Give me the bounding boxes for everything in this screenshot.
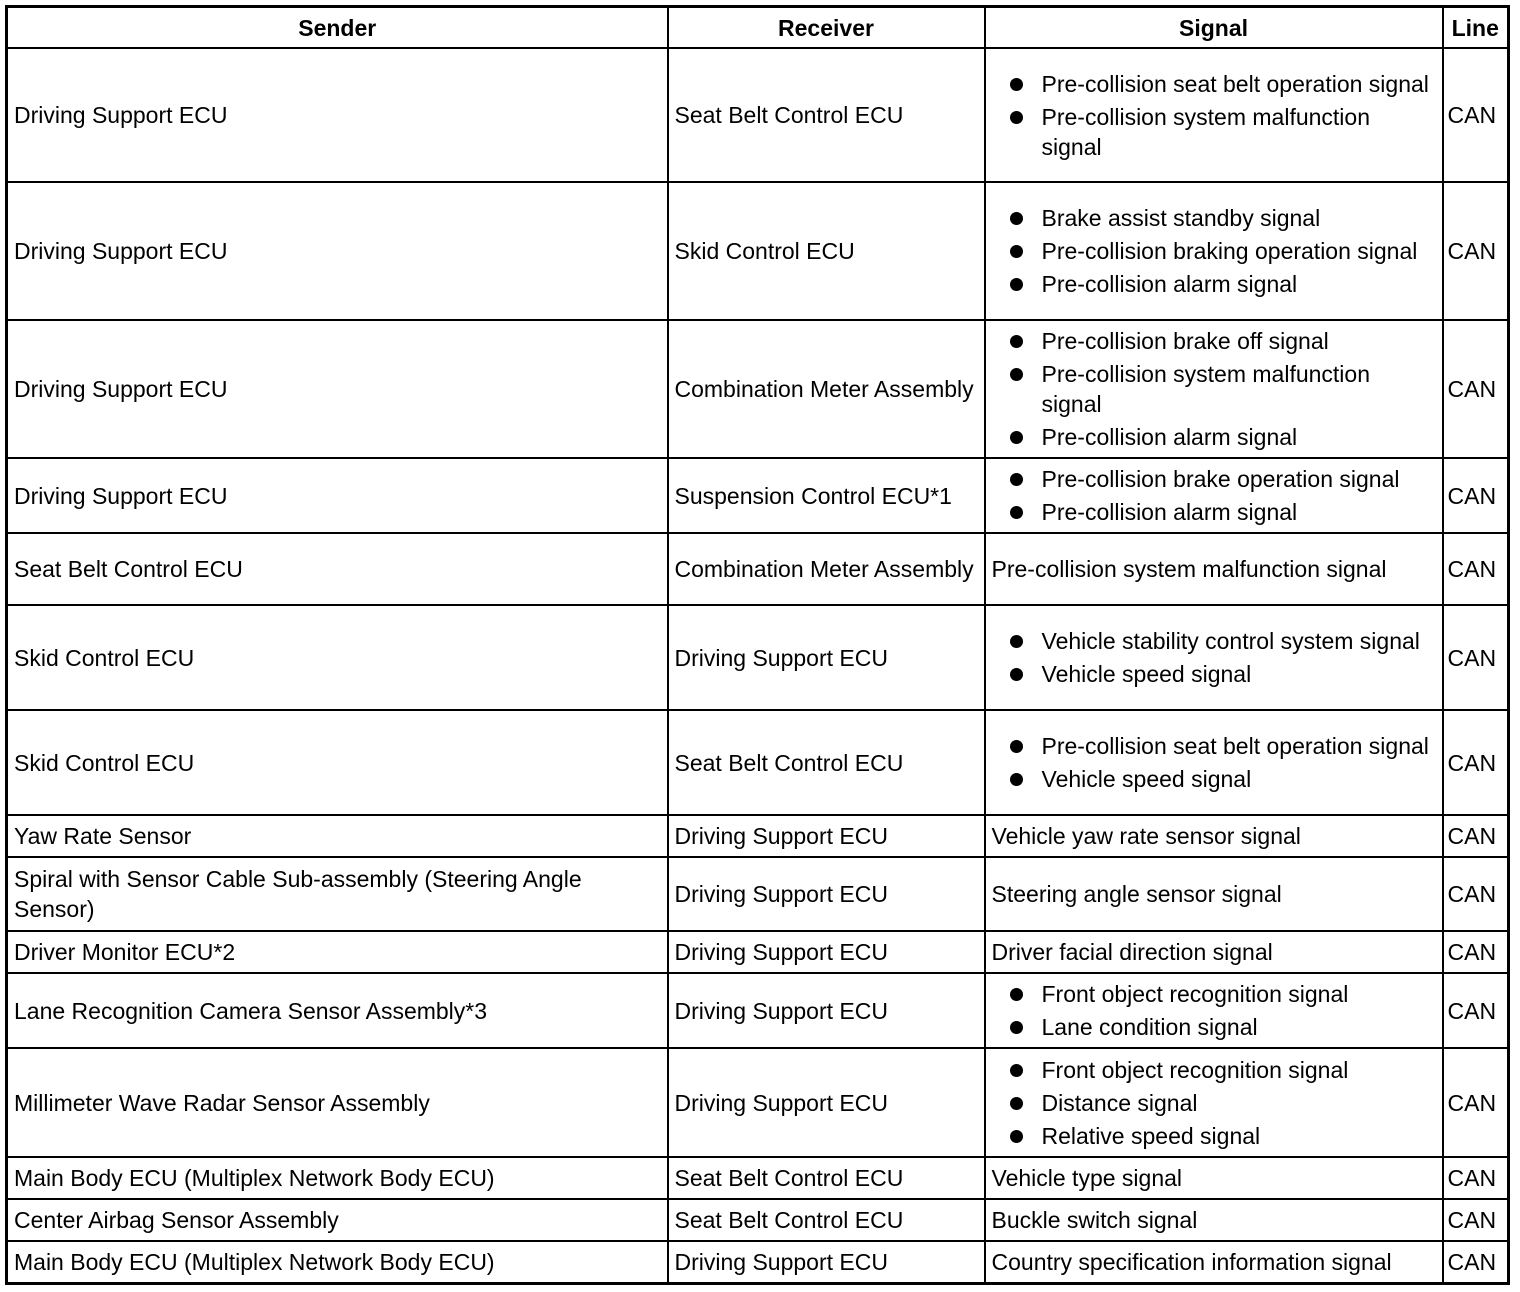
line-cell: CAN [1443, 1241, 1509, 1283]
receiver-cell: Skid Control ECU [668, 182, 985, 320]
line-cell: CAN [1443, 857, 1509, 931]
signal-list-item: Pre-collision brake operation signal [992, 464, 1436, 494]
receiver-cell: Suspension Control ECU*1 [668, 458, 985, 533]
signal-cell [985, 320, 1443, 458]
signal-list-item: Distance signal [992, 1088, 1436, 1118]
signal-cell: Vehicle yaw rate sensor signal [985, 815, 1443, 857]
sender-cell: Spiral with Sensor Cable Sub-assembly (Steering Angle Sensor) [7, 857, 668, 931]
line-cell: CAN [1443, 1157, 1509, 1199]
signal-cell: Steering angle sensor signal [985, 857, 1443, 931]
signal-list-item: Pre-collision system malfunction signal [992, 102, 1436, 162]
table-row [7, 605, 1509, 710]
signal-list [992, 464, 1436, 527]
table-row [7, 1048, 1509, 1157]
line-cell: CAN [1443, 533, 1509, 605]
sender-cell: Driving Support ECU [7, 182, 668, 320]
table-row [7, 1157, 1509, 1199]
line-cell: CAN [1443, 605, 1509, 710]
signal-cell: Country specification information signal [985, 1241, 1443, 1283]
header-signal: Signal [985, 7, 1443, 49]
signal-list [992, 326, 1436, 452]
line-cell: CAN [1443, 1199, 1509, 1241]
signal-list [992, 731, 1436, 794]
signal-cell: Buckle switch signal [985, 1199, 1443, 1241]
signal-cell [985, 182, 1443, 320]
sender-cell: Driving Support ECU [7, 458, 668, 533]
signal-cell [985, 48, 1443, 182]
receiver-cell: Driving Support ECU [668, 857, 985, 931]
line-cell: CAN [1443, 815, 1509, 857]
receiver-cell: Seat Belt Control ECU [668, 710, 985, 815]
signal-cell [985, 973, 1443, 1048]
signal-list-item: Pre-collision alarm signal [992, 269, 1436, 299]
signal-cell [985, 1048, 1443, 1157]
signal-list [992, 69, 1436, 162]
signal-cell: Pre-collision system malfunction signal [985, 533, 1443, 605]
table-row [7, 973, 1509, 1048]
header-line: Line [1443, 7, 1509, 49]
signal-cell: Driver facial direction signal [985, 931, 1443, 973]
receiver-cell: Driving Support ECU [668, 973, 985, 1048]
signal-list-item: Pre-collision braking operation signal [992, 236, 1436, 266]
line-cell: CAN [1443, 48, 1509, 182]
line-cell: CAN [1443, 182, 1509, 320]
receiver-cell: Seat Belt Control ECU [668, 1157, 985, 1199]
table-row [7, 458, 1509, 533]
table-row [7, 320, 1509, 458]
signal-list-item: Pre-collision seat belt operation signal [992, 731, 1436, 761]
signal-list-item: Pre-collision brake off signal [992, 326, 1436, 356]
sender-cell: Seat Belt Control ECU [7, 533, 668, 605]
signal-list-item: Vehicle speed signal [992, 764, 1436, 794]
table-row [7, 1199, 1509, 1241]
sender-cell: Center Airbag Sensor Assembly [7, 1199, 668, 1241]
sender-cell: Lane Recognition Camera Sensor Assembly*3 [7, 973, 668, 1048]
line-cell: CAN [1443, 931, 1509, 973]
signal-list-item: Pre-collision alarm signal [992, 422, 1436, 452]
header-row [7, 7, 1509, 49]
line-cell: CAN [1443, 1048, 1509, 1157]
sender-cell: Driving Support ECU [7, 320, 668, 458]
sender-cell: Main Body ECU (Multiplex Network Body ECU) [7, 1157, 668, 1199]
line-cell: CAN [1443, 320, 1509, 458]
receiver-cell: Driving Support ECU [668, 605, 985, 710]
receiver-cell: Driving Support ECU [668, 1048, 985, 1157]
sender-cell: Skid Control ECU [7, 710, 668, 815]
line-cell: CAN [1443, 458, 1509, 533]
signal-list-item: Pre-collision seat belt operation signal [992, 69, 1436, 99]
receiver-cell: Driving Support ECU [668, 1241, 985, 1283]
sender-cell: Millimeter Wave Radar Sensor Assembly [7, 1048, 668, 1157]
receiver-cell: Seat Belt Control ECU [668, 48, 985, 182]
receiver-cell: Combination Meter Assembly [668, 533, 985, 605]
table-row [7, 182, 1509, 320]
line-cell: CAN [1443, 973, 1509, 1048]
header-receiver: Receiver [668, 7, 985, 49]
signal-list-item: Relative speed signal [992, 1121, 1436, 1151]
signal-list-item: Pre-collision alarm signal [992, 497, 1436, 527]
sender-cell: Skid Control ECU [7, 605, 668, 710]
signal-cell [985, 710, 1443, 815]
signal-list [992, 626, 1436, 689]
receiver-cell: Driving Support ECU [668, 931, 985, 973]
receiver-cell: Driving Support ECU [668, 815, 985, 857]
signal-list-item: Front object recognition signal [992, 979, 1436, 1009]
table-row [7, 533, 1509, 605]
sender-cell: Driving Support ECU [7, 48, 668, 182]
signal-list-item: Lane condition signal [992, 1012, 1436, 1042]
table-row [7, 1241, 1509, 1283]
header-sender: Sender [7, 7, 668, 49]
line-cell: CAN [1443, 710, 1509, 815]
table-row [7, 48, 1509, 182]
table-row [7, 931, 1509, 973]
signal-list [992, 979, 1436, 1042]
sender-cell: Driver Monitor ECU*2 [7, 931, 668, 973]
signal-list-item: Vehicle speed signal [992, 659, 1436, 689]
signal-list [992, 1055, 1436, 1151]
signal-cell: Vehicle type signal [985, 1157, 1443, 1199]
sender-cell: Yaw Rate Sensor [7, 815, 668, 857]
receiver-cell: Seat Belt Control ECU [668, 1199, 985, 1241]
receiver-cell: Combination Meter Assembly [668, 320, 985, 458]
signal-list-item: Vehicle stability control system signal [992, 626, 1436, 656]
signal-list-item: Brake assist standby signal [992, 203, 1436, 233]
signal-list-item: Front object recognition signal [992, 1055, 1436, 1085]
table-row [7, 710, 1509, 815]
table-row [7, 857, 1509, 931]
signal-list [992, 203, 1436, 299]
signal-cell [985, 458, 1443, 533]
signal-list-item: Pre-collision system malfunction signal [992, 359, 1436, 419]
table-row [7, 815, 1509, 857]
sender-cell: Main Body ECU (Multiplex Network Body ECU) [7, 1241, 668, 1283]
signal-cell [985, 605, 1443, 710]
signal-table [5, 5, 1510, 1285]
